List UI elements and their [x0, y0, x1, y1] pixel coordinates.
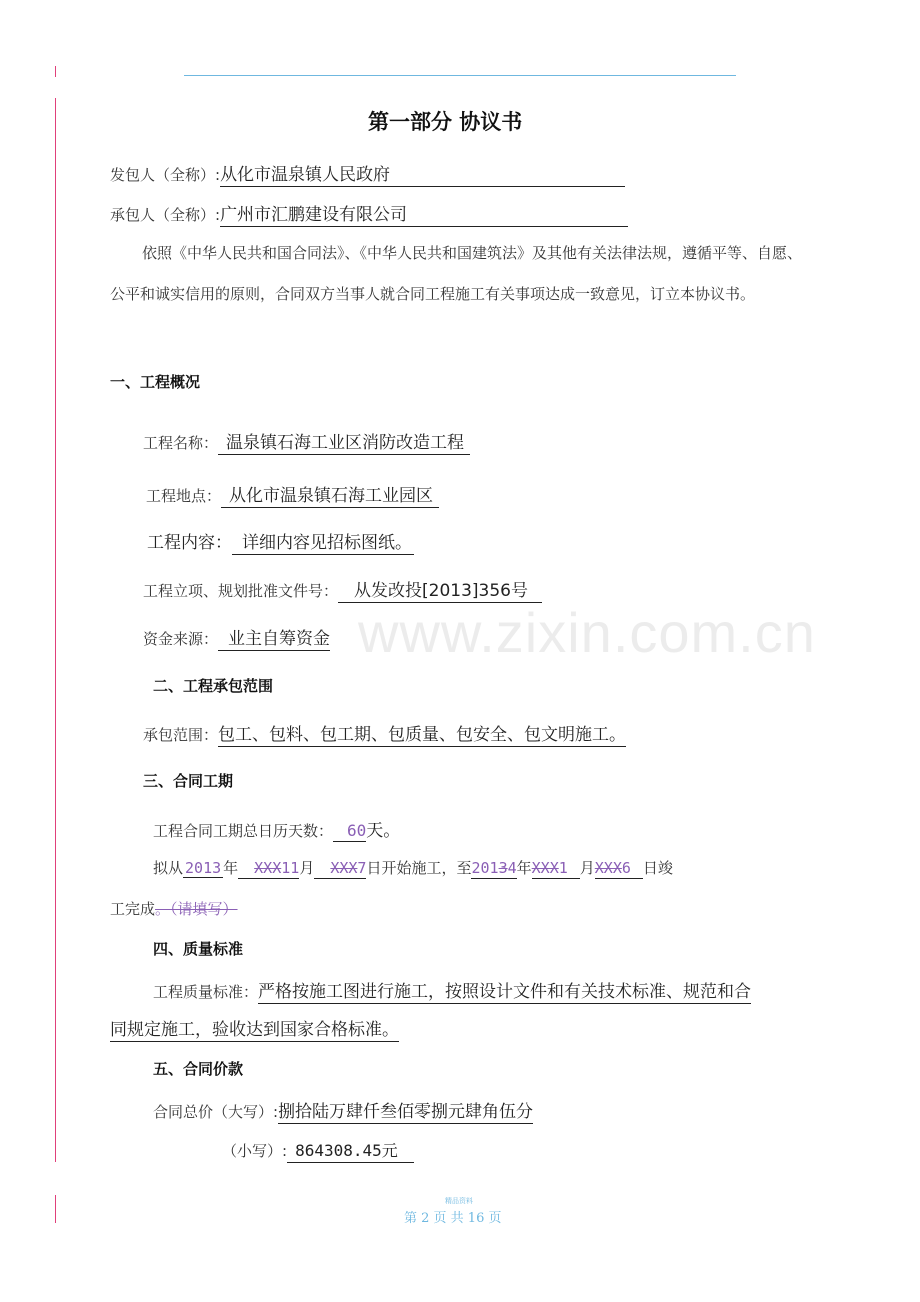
price-lower-row: [222, 1138, 414, 1163]
funding-row: [143, 624, 330, 651]
project-location-label: 工程地点：: [146, 487, 222, 505]
struck-note: 。（请填写）: [155, 900, 238, 918]
page-title: 第一部分 协议书: [368, 109, 523, 134]
header-rule: [184, 75, 736, 76]
project-content-label: 工程内容：: [147, 533, 232, 553]
schedule-text: 年: [223, 859, 239, 877]
scope-value: 包工、包料、包工期、包质量、包安全、包文明施工。: [218, 720, 626, 747]
schedule-line-1: [153, 857, 673, 879]
watermark: www.zixin.com.cn: [358, 601, 816, 664]
approval-label: 工程立项、规划批准文件号：: [143, 582, 339, 600]
contractor-row: [110, 200, 628, 227]
schedule-text: 月: [579, 859, 595, 877]
project-name-value: 温泉镇石海工业区消防改造工程: [218, 428, 470, 455]
start-day-value: XXX7: [314, 859, 366, 879]
section3-heading: 三、合同工期: [143, 772, 234, 790]
total-days-unit: 天。: [366, 821, 401, 841]
project-location-value: 从化市温泉镇石海工业园区: [221, 481, 439, 508]
start-month-value: XXX11: [238, 859, 299, 879]
margin-mark-top: [55, 66, 56, 77]
schedule-text: 月: [299, 859, 315, 877]
section4-heading: 四、质量标准: [153, 940, 244, 958]
scope-row: [143, 720, 626, 747]
quality-value-line1: 严格按施工图进行施工，按照设计文件和有关技术标准、规范和合: [258, 977, 751, 1004]
quality-row-1: [153, 977, 751, 1004]
approval-row: [143, 576, 542, 603]
project-name-label: 工程名称：: [143, 434, 219, 452]
schedule-line-2: [110, 898, 238, 919]
section5-heading: 五、合同价款: [153, 1060, 244, 1078]
approval-value: 从发改投[2013]356号: [338, 576, 542, 603]
funding-label: 资金来源：: [143, 630, 219, 648]
project-content-row: [147, 528, 414, 555]
page-number: 第 2 页 共 16 页: [404, 1211, 502, 1226]
employer-row: [110, 160, 625, 187]
project-content-value: 详细内容见招标图纸。: [232, 528, 414, 555]
funding-value: 业主自筹资金: [218, 624, 330, 651]
total-days-label: 工程合同工期总日历天数：: [153, 822, 334, 840]
employer-label: 发包人（全称）:: [110, 166, 221, 184]
schedule-text: 年: [516, 859, 532, 877]
price-upper-row: [153, 1097, 533, 1124]
section2-heading: 二、工程承包范围: [153, 677, 274, 695]
start-year-value: 2013: [185, 859, 222, 877]
quality-label: 工程质量标准：: [153, 983, 259, 1001]
project-location-row: [146, 481, 439, 508]
project-name-row: [143, 428, 470, 455]
contractor-label: 承包人（全称）:: [110, 206, 221, 224]
margin-mark-bottom: [55, 1195, 56, 1223]
intro-paragraph: 依照《中华人民共和国合同法》、《中华人民共和国建筑法》及其他有关法律法规，遵循平等、自愿、公平和诚实信用的原则，合同双方当事人就合同工程施工有关事项达成一致意见，订立本协议书。: [110, 244, 803, 303]
margin-mark-left-line: [55, 98, 56, 1162]
end-day-value: XXX6: [595, 859, 643, 879]
contractor-value: 广州市汇鹏建设有限公司: [220, 200, 628, 227]
schedule-text: 日开始施工，至: [366, 859, 472, 877]
scope-label: 承包范围：: [143, 726, 219, 744]
quality-value-line2: 同规定施工，验收达到国家合格标准。: [110, 1015, 399, 1042]
footer-note: 精品资料: [445, 1197, 473, 1205]
total-days-value: 60: [333, 821, 366, 842]
employer-value: 从化市温泉镇人民政府: [220, 160, 625, 187]
end-year-value: 20134: [471, 859, 517, 877]
price-lower-value: 864308.45元: [287, 1138, 414, 1163]
total-days-row: [153, 816, 400, 842]
price-upper-label: 合同总价（大写）:: [153, 1103, 279, 1121]
schedule-text: 工完成: [110, 900, 156, 918]
end-month-value: XXX1: [532, 859, 580, 879]
schedule-text: 拟从: [153, 859, 184, 877]
price-lower-label: （小写）:: [222, 1142, 288, 1160]
quality-row-2: [110, 1015, 399, 1042]
price-upper-value: 捌拾陆万肆仟叁佰零捌元肆角伍分: [278, 1097, 533, 1124]
schedule-text: 日竣: [642, 859, 673, 877]
section1-heading: 一、工程概况: [110, 373, 201, 391]
